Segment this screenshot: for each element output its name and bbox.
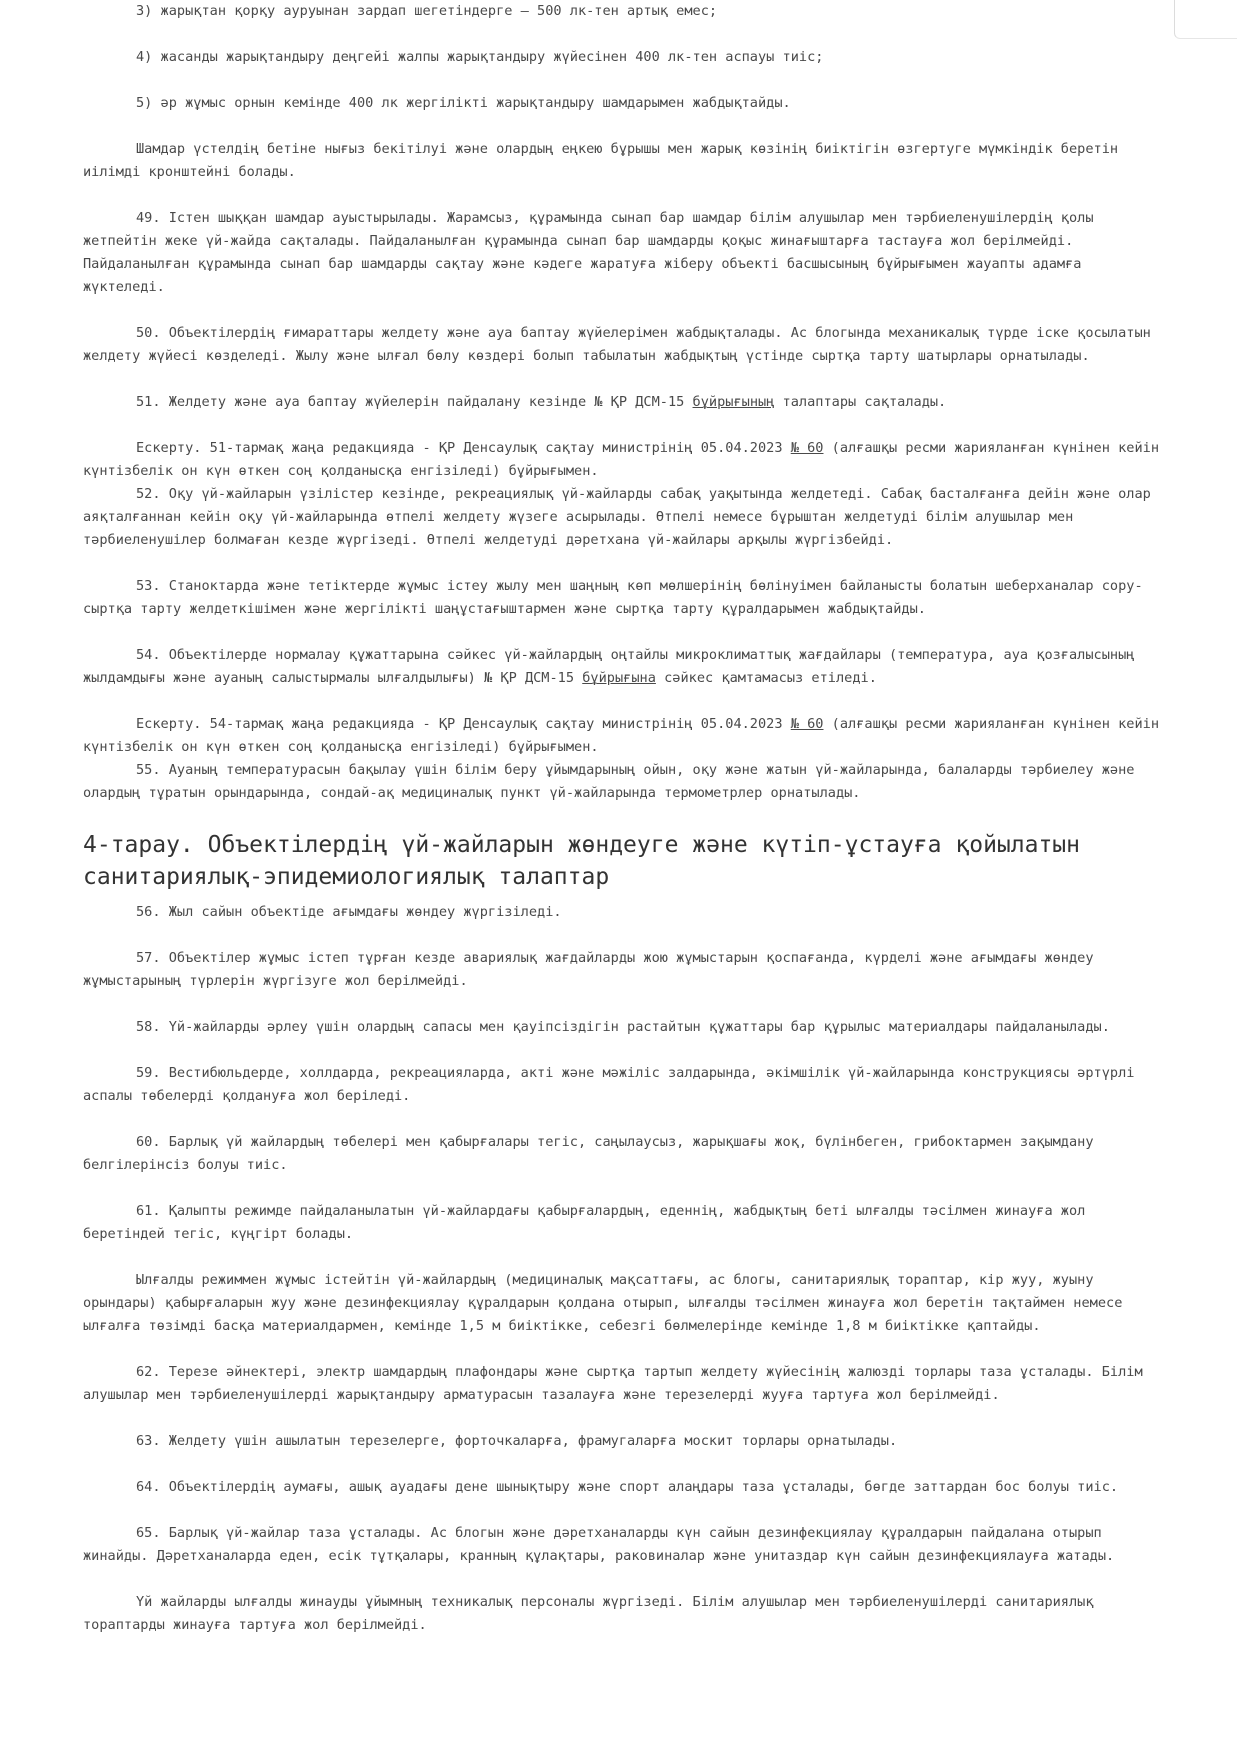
chapter-4-heading: 4-тарау. Объектілердің үй-жайларын жөндеуге және күтіп-ұстауға қойылатын санитариялық-эпидемиологиялық талаптар [83,832,1080,890]
paragraph-52: 52. Оқу үй-жайларын үзілістер кезінде, рекреациялық үй-жайларды сабақ уақытында желдетеді. Сабақ басталғанға дейін және олар аяқталғаннан кейін оқу үй-жайларында өтпелі желдету жүзеге асырылады. Өтпелі немесе бұрыштан желдетуді білім алушылар мен тәрбиеленушілер болмаған кезде жүргізеді. Өтпелі желдетуді дәретхана үй-жайлары арқылы жүргізбейді. [83,486,1151,548]
paragraph-lamps: Шамдар үстелдің бетіне нығыз бекітілуі және олардың еңкею бұрышы мен жарық көзінің биіктігін өзгертуге мүмкіндік беретін иілімді кронштейні болады. [83,141,1119,180]
paragraph-57: 57. Объектілер жұмыс істеп тұрған кезде авариялық жағдайларды жою жұмыстарын қоспағанда, күрделі және ағымдағы жөндеу жұмыстарының түрлерін жүргізуге жол берілмейді. [83,950,1094,989]
order-link[interactable]: бұйрығының [692,394,775,410]
order-60-link[interactable]: № 60 [790,440,824,456]
paragraph-60: 60. Барлық үй жайлардың төбелері мен қабырғалары тегіс, саңылаусыз, жарықшағы жоқ, бүлінбеген, грибоктармен зақымдану белгілерінсіз болуы тиіс. [83,1134,1094,1173]
note-51: Ескерту. 51-тармақ жаңа редакцияда - ҚР Денсаулық сақтау министрінің 05.04.2023 № 60 (алғашқы ресми жарияланған күнінен кейін күнтізбелік он күн өткен соң қолданысқа енгізіледі) бұйрығымен. [83,440,1160,479]
order-60-link[interactable]: № 60 [790,716,824,732]
paragraph-51: 51. Желдету және ауа баптау жүйелерін пайдалану кезінде № ҚР ДСМ-15 бұйрығының талаптары сақталады. [136,394,947,410]
paragraph-56: 56. Жыл сайын объектіде ағымдағы жөндеу жүргізіледі. [136,904,562,920]
paragraph-65: 65. Барлық үй-жайлар таза ұсталады. Ас блогын және дәретханаларды күн сайын дезинфекциялау құралдарын пайдалана отырып жинайды. Дәретханаларда еден, есік тұтқалары, кранның құлақтары, раковиналар және унитаздар күн сайын дезинфекциялауға жатады. [83,1525,1115,1564]
paragraph-65-cleaning: Үй жайларды ылғалды жинауды ұйымның техникалық персоналы жүргізеді. Білім алушылар мен тәрбиеленушілерді санитариялық тораптарды жинауға тартуға жол берілмейді. [83,1594,1094,1633]
paragraph-53: 53. Станоктарда және тетіктерде жұмыс істеу жылу мен шаңның көп мөлшерінің бөлінуімен байланысты болатын шеберханалар сору-сыртқа тарту желдеткішімен және жергілікті шаңұстағыштармен және сыртқа тарту құралдарымен жабдықтайды. [83,578,1143,617]
paragraph-49: 49. Істен шыққан шамдар ауыстырылады. Жарамсыз, құрамында сынап бар шамдар білім алушылар мен тәрбиеленушілердің қолы жетпейтін жеке үй-жайда сақталады. Пайдаланылған құрамында сынап бар шамдарды қоқыс жинағыштарға тастауға жол берілмейді. Пайдаланылған құрамында сынап бар шамдарды сақтау және кәдеге жаратуға жіберу объекті басшысының бұйрығымен жауапты адамға жүктеледі. [83,210,1094,295]
list-item: 4) жасанды жарықтандыру деңгейі жалпы жарықтандыру жүйесінен 400 лк-тен аспауы тиіс; [136,49,824,65]
scrollbar-corner [1174,0,1237,39]
order-link[interactable]: бұйрығына [582,670,656,686]
paragraph-61: 61. Қалыпты режимде пайдаланылатын үй-жайлардағы қабырғалардың, еденнің, жабдықтың беті ылғалды тәсілмен жинауға жол беретіндей тегіс, күңгірт болады. [83,1203,1086,1242]
document-body [83,0,1170,1637]
note-54: Ескерту. 54-тармақ жаңа редакцияда - ҚР Денсаулық сақтау министрінің 05.04.2023 № 60 (алғашқы ресми жарияланған күнінен кейін күнтізбелік он күн өткен соң қолданысқа енгізіледі) бұйрығымен. [83,716,1160,755]
paragraph-64: 64. Объектілердің аумағы, ашық ауадағы дене шынықтыру және спорт алаңдары таза ұсталады, бөгде заттардан бос болуы тиіс. [136,1479,1119,1495]
paragraph-58: 58. Үй-жайларды әрлеу үшін олардың сапасы мен қауіпсіздігін растайтын құжаттары бар құрылыс материалдары пайдаланылады. [136,1019,1110,1035]
paragraph-55: 55. Ауаның температурасын бақылау үшін білім беру ұйымдарының ойын, оқу және жатын үй-жайларында, балаларды тәрбиелеу және олардың тұратын орындарында, сондай-ақ медициналық пункт үй-жайларында термометрлер орнатылады. [83,762,1135,801]
list-item: 5) әр жұмыс орнын кемінде 400 лк жергілікті жарықтандыру шамдарымен жабдықтайды. [136,95,791,111]
paragraph-59: 59. Вестибюльдерде, холлдарда, рекреацияларда, акті және мәжіліс залдарында, әкімшілік үй-жайларында конструкциясы әртүрлі аспалы төбелерді қолдануға жол беріледі. [83,1065,1135,1104]
paragraph-54: 54. Объектілерде нормалау құжаттарына сәйкес үй-жайлардың оңтайлы микроклиматтық жағдайлары (температура, ауа қозғалысының жылдамдығы және ауаның салыстырмалы ылғалдылығы) № ҚР ДСМ-15 бұйрығына сәйкес қамтамасыз етіледі. [83,647,1135,686]
list-item: 3) жарықтан қорқу ауруынан зардап шегетіндерге – 500 лк-тен артық емес; [136,3,718,19]
paragraph-62: 62. Терезе әйнектері, электр шамдардың плафондары және сыртқа тартып желдету жүйесінің жалюзді торлары таза ұсталады. Білім алушылар мен тәрбиеленушілерді жарықтандыру арматурасын тазалауға және терезелерді жууға тартуға жол берілмейді. [83,1364,1143,1403]
paragraph-50: 50. Объектілердің ғимараттары желдету және ауа баптау жүйелерімен жабдықталады. Ас блогында механикалық түрде іске қосылатын желдету жүйесі көзделеді. Жылу және ылғал бөлу көздері болып табылатын жабдықтың үстінде сыртқа тарту шатырлары орнатылады. [83,325,1151,364]
paragraph-63: 63. Желдету үшін ашылатын терезелерге, форточкаларға, фрамугаларға москит торлары орнатылады. [136,1433,898,1449]
paragraph-61-wet: Ылғалды режиммен жұмыс істейтін үй-жайлардың (медициналық мақсаттағы, ас блогы, санитариялық тораптар, кір жуу, жуыну орындары) қабырғаларын жуу және дезинфекциялау құралдарын қолдана отырып, ылғалды тәсілмен жинауға жол беретін тақтаймен немесе ылғалға төзімді басқа материалдармен, кемінде 1,5 м биіктікке, себезгі бөлмелерінде кемінде 1,8 м биіктікке қаптайды. [83,1272,1123,1334]
